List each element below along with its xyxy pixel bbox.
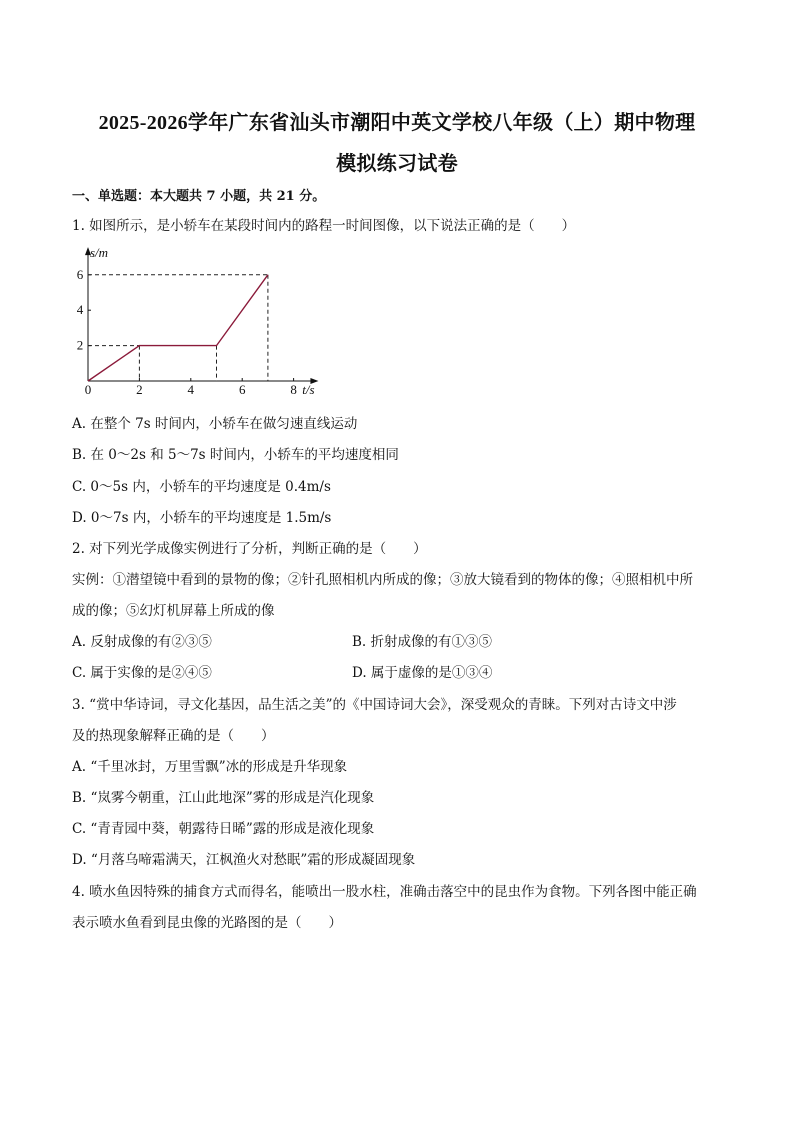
exam-title-line1: 2025-2026学年广东省汕头市潮阳中英文学校八年级（上）期中物理: [98, 112, 696, 134]
q2-option-b: B. 折射成像的有①③⑤: [352, 634, 493, 650]
q3-stem-line1: 3. “赏中华诗词，寻文化基因，品生活之美”的《中国诗词大会》，深受观众的青睐。下列对古诗文中涉: [72, 697, 677, 713]
q2-examples-line2: 成的像；⑤幻灯机屏幕上所成的像: [72, 603, 275, 619]
x-tick-label: 4: [187, 382, 195, 397]
q3-option-a: A. “千里冰封，万里雪飘”冰的形成是升华现象: [72, 759, 348, 775]
q1-option-c: C. 0～5s 内，小轿车的平均速度是 0.4m/s: [72, 479, 331, 495]
exam-title-line2: 模拟练习试卷: [336, 153, 458, 175]
x-axis-label: t/s: [302, 382, 315, 397]
q2-option-c: C. 属于实像的是②④⑤: [72, 665, 212, 681]
q1-stem: 1. 如图所示，是小轿车在某段时间内的路程一时间图像，以下说法正确的是（ ）: [72, 218, 576, 234]
q1-option-d: D. 0～7s 内，小轿车的平均速度是 1.5m/s: [72, 510, 332, 526]
x-tick-label: 6: [238, 382, 246, 397]
x-tick-label: 8: [290, 382, 297, 397]
distance-time-chart: [70, 245, 340, 405]
y-tick-label: 6: [76, 266, 84, 282]
y-tick-label: 2: [76, 337, 84, 353]
q2-option-a: A. 反射成像的有②③⑤: [72, 634, 212, 650]
q1-option-a: A. 在整个 7s 时间内，小轿车在做匀速直线运动: [72, 416, 358, 432]
q3-option-b: B. “岚雾今朝重，江山此地深”雾的形成是汽化现象: [72, 790, 375, 806]
q4-stem-line2: 表示喷水鱼看到昆虫像的光路图的是（ ）: [72, 915, 342, 931]
x-tick-label: 2: [136, 382, 143, 397]
x-tick-label: 0: [84, 382, 92, 397]
q4-stem-line1: 4. 喷水鱼因特殊的捕食方式而得名，能喷出一股水柱，准确击落空中的昆虫作为食物。下列各图中能正确: [72, 884, 697, 900]
q2-option-d: D. 属于虚像的是①③④: [352, 665, 493, 681]
section-heading: 一、单选题：本大题共 7 小题，共 21 分。: [72, 189, 326, 204]
q3-option-c: C. “青青园中葵，朝露待日晞”露的形成是液化现象: [72, 821, 375, 837]
q2-examples-line1: 实例：①潜望镜中看到的景物的像；②针孔照相机内所成的像；③放大镜看到的物体的像；④照相机中所: [72, 572, 693, 588]
q3-option-d: D. “月落乌啼霜满天，江枫渔火对愁眠”霜的形成凝固现象: [72, 852, 416, 868]
y-tick-label: 4: [76, 302, 84, 318]
q3-stem-line2: 及的热现象解释正确的是（ ）: [72, 728, 275, 744]
q2-stem: 2. 对下列光学成像实例进行了分析，判断正确的是（ ）: [72, 541, 427, 557]
series-line: [88, 275, 268, 381]
q1-option-b: B. 在 0～2s 和 5～7s 时间内，小轿车的平均速度相同: [72, 447, 399, 463]
y-axis-label: s/m: [90, 245, 109, 261]
